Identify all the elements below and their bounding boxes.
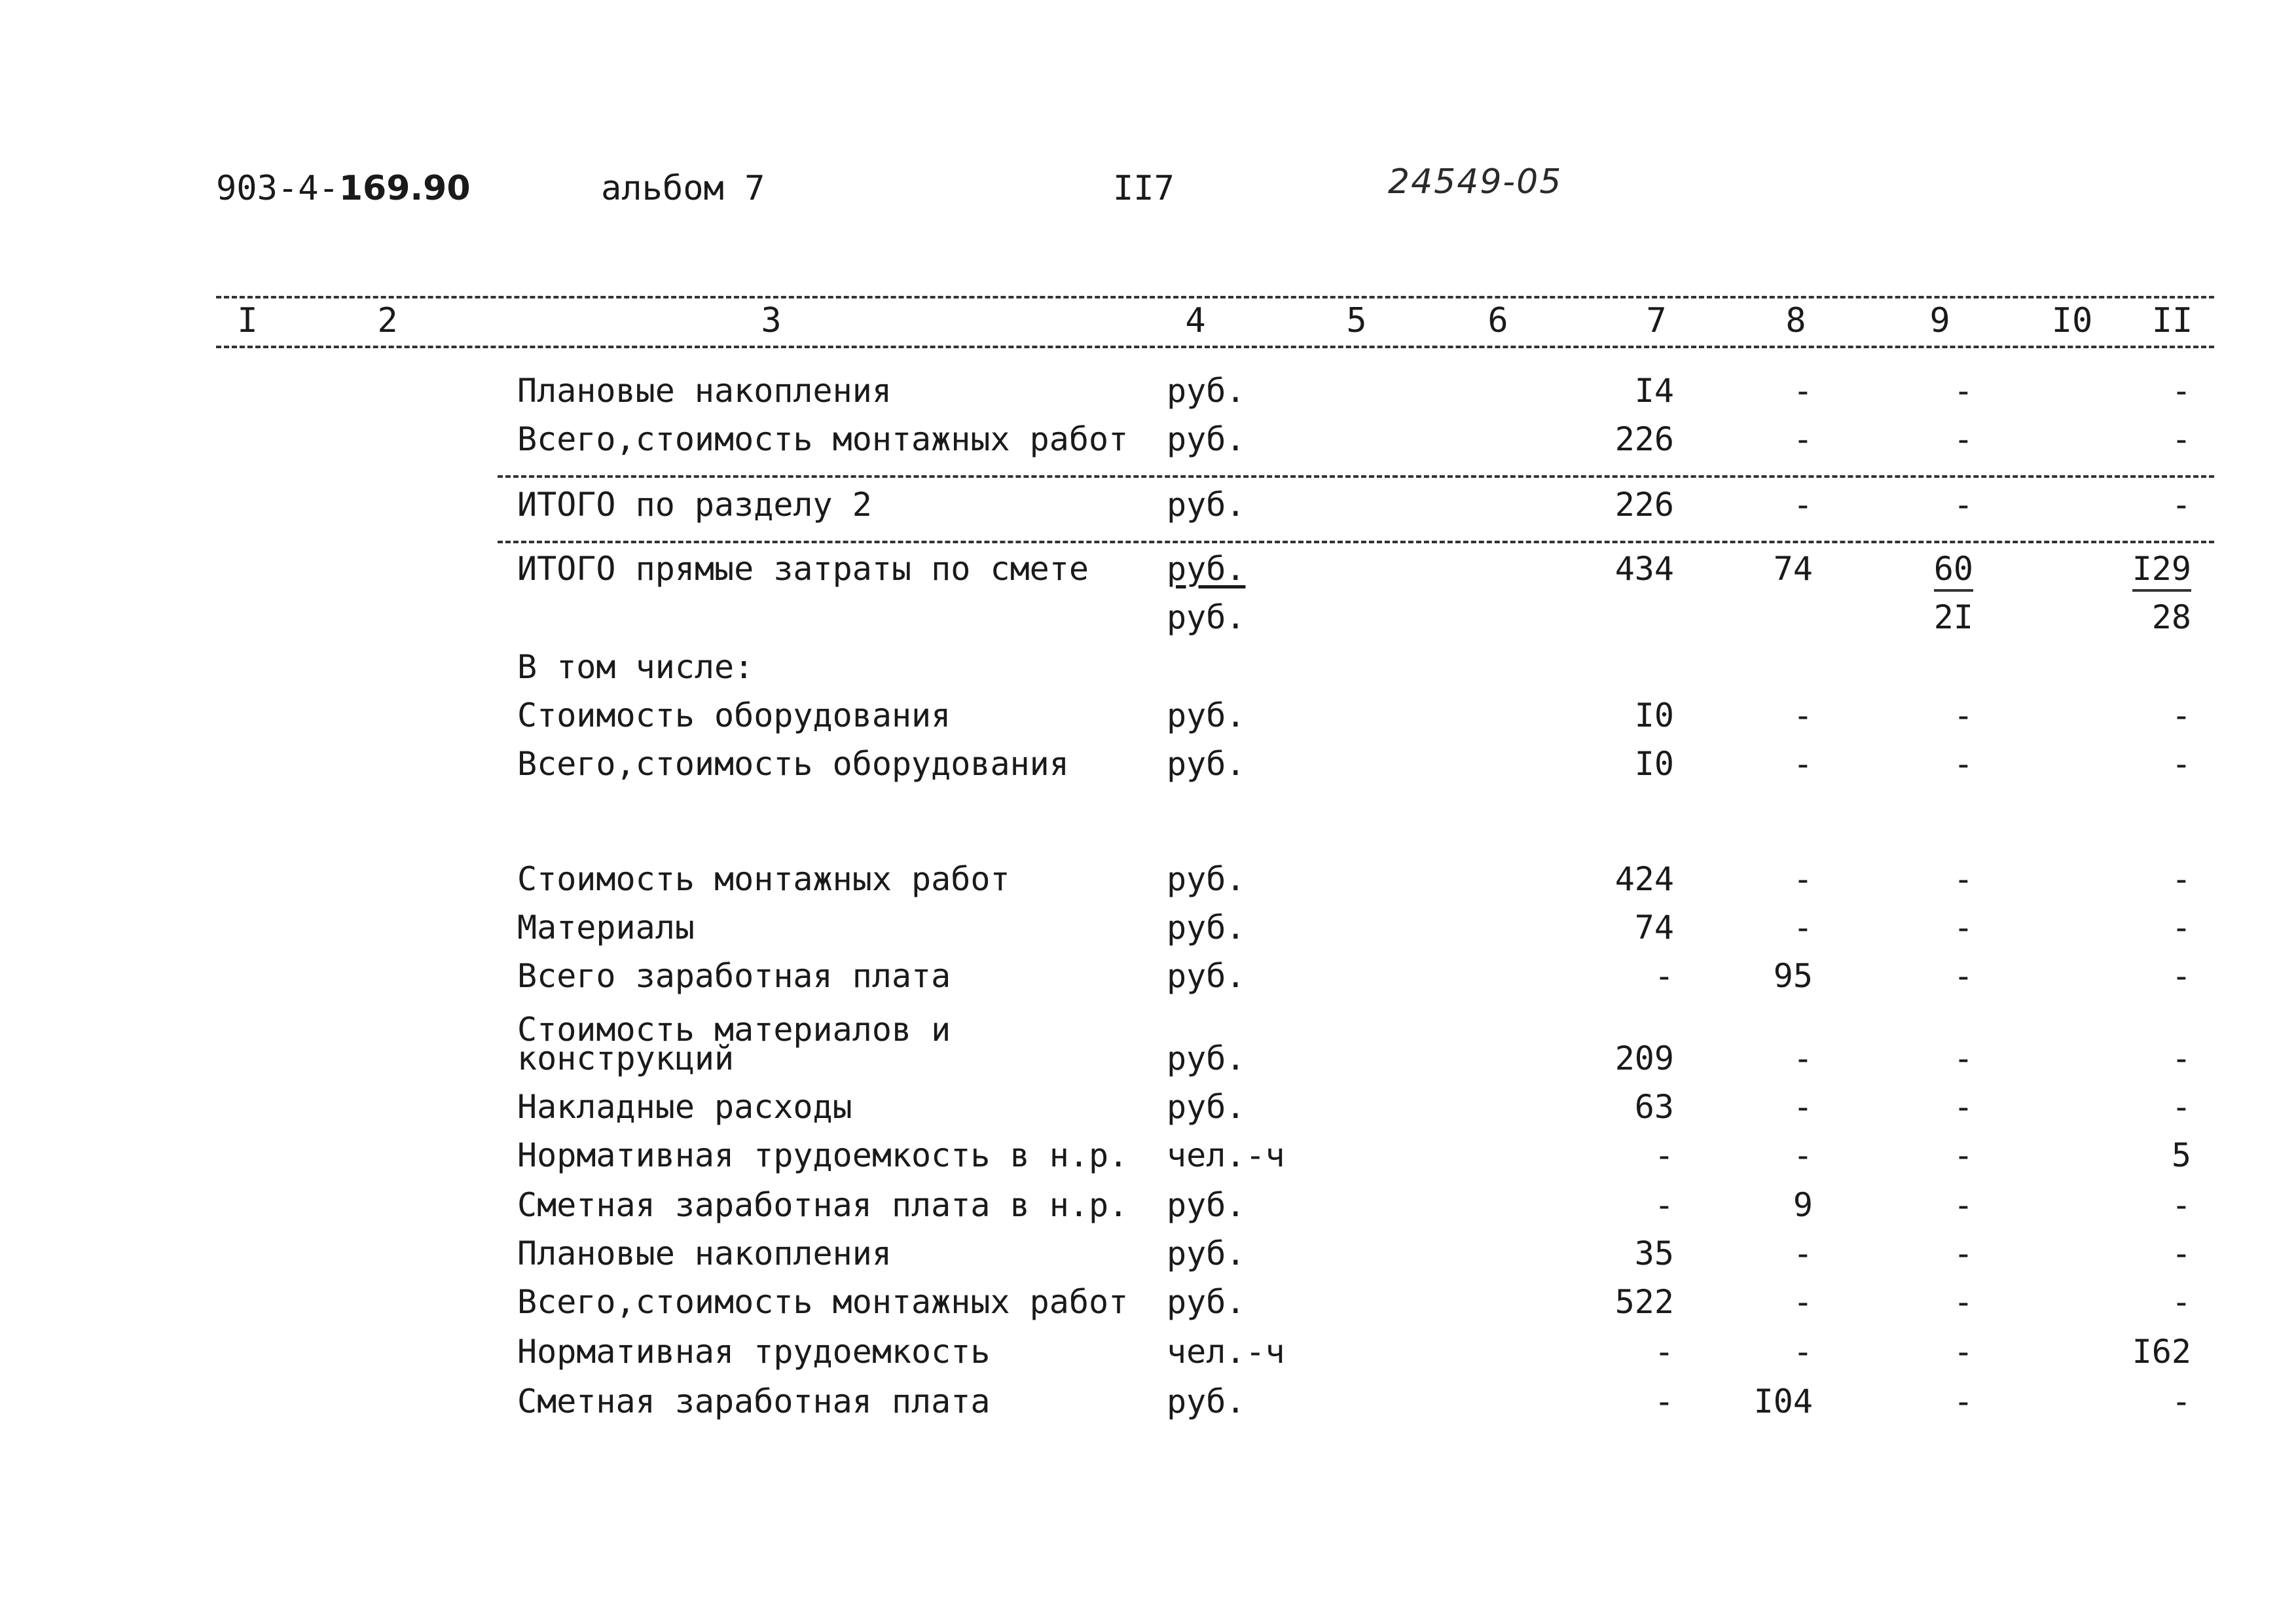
column-header-11: II: [2151, 301, 2193, 340]
row-unit: руб.: [1167, 1283, 1246, 1321]
album-label: альбом 7: [601, 169, 765, 208]
section-rule-2: [498, 541, 2214, 543]
cell-col8: -: [1793, 696, 1813, 734]
inventory-number: 24549-05: [1388, 162, 1563, 202]
cell-col8: -: [1793, 745, 1813, 783]
cell-col11: -: [2171, 420, 2191, 458]
row-unit: руб.: [1167, 1186, 1246, 1224]
row-label: Всего заработная плата: [517, 957, 951, 995]
cell-col9: -: [1953, 745, 1973, 783]
cell-col7: 226: [1614, 420, 1674, 458]
cell-col7: I0: [1634, 745, 1674, 783]
cell-col11: -: [2171, 1382, 2191, 1420]
document-code: [216, 169, 471, 208]
column-header-5: 5: [1346, 301, 1367, 340]
cell-col8: 95: [1773, 957, 1813, 995]
cell-col9: -: [1953, 696, 1973, 734]
cell-col7: -: [1654, 1333, 1674, 1371]
cell-col7: I0: [1634, 696, 1674, 734]
cell-col7: 209: [1614, 1039, 1674, 1077]
cell-col11: 5: [2171, 1136, 2191, 1174]
cell-col7: -: [1654, 1382, 1674, 1420]
table-row: [0, 550, 2296, 598]
row-unit: руб.: [1167, 1235, 1246, 1272]
header-bottom-rule: [216, 346, 2214, 348]
row-label: Накладные расходы: [517, 1088, 852, 1126]
cell-col9: -: [1953, 420, 1973, 458]
cell-col9: -: [1953, 909, 1973, 947]
table-row: [0, 860, 2296, 909]
cell-col9: -: [1953, 1235, 1973, 1272]
row-label: Плановые накопления: [517, 372, 892, 410]
cell-col9-numerator: 60: [1934, 550, 1973, 592]
cell-col9: -: [1953, 1088, 1973, 1126]
cell-col11: -: [2171, 372, 2191, 410]
table-row: [0, 420, 2296, 469]
row-label: Материалы: [517, 909, 695, 947]
table-row: [0, 598, 2296, 647]
row-label: конструкций: [517, 1039, 735, 1077]
row-label: Всего,стоимость монтажных работ: [517, 420, 1129, 458]
row-label: Стоимость оборудования: [517, 696, 951, 734]
row-label: Стоимость монтажных работ: [517, 860, 1010, 898]
table-row: [0, 957, 2296, 1005]
cell-col8: -: [1793, 1039, 1813, 1077]
row-unit: руб.: [1167, 486, 1246, 524]
column-header-8: 8: [1785, 301, 1806, 340]
row-label: Сметная заработная плата: [517, 1382, 991, 1420]
row-unit: руб.: [1167, 909, 1246, 947]
row-unit: руб.: [1167, 1088, 1246, 1126]
cell-col8: -: [1793, 1283, 1813, 1321]
cell-col9: -: [1953, 957, 1973, 995]
column-header-9: 9: [1929, 301, 1950, 340]
cell-col7: -: [1654, 957, 1674, 995]
cell-col11: -: [2171, 745, 2191, 783]
row-unit: руб.: [1167, 1382, 1246, 1420]
cell-col7: 522: [1614, 1283, 1674, 1321]
cell-col7: 424: [1614, 860, 1674, 898]
row-label: В том числе:: [517, 648, 754, 686]
cell-col11: -: [2171, 696, 2191, 734]
cell-col9: -: [1953, 486, 1973, 524]
cell-col9: -: [1953, 1382, 1973, 1420]
cell-col7: 35: [1634, 1235, 1674, 1272]
table-row: [0, 909, 2296, 957]
table-row: [0, 1382, 2296, 1431]
row-label: Нормативная трудоемкость в н.р.: [517, 1136, 1129, 1174]
row-label: Плановые накопления: [517, 1235, 892, 1272]
cell-col8: -: [1793, 1088, 1813, 1126]
cell-col9: -: [1953, 1039, 1973, 1077]
table-row: [0, 486, 2296, 534]
row-unit: чел.-ч: [1167, 1136, 1285, 1174]
table-row: [0, 745, 2296, 793]
row-unit: руб.: [1167, 420, 1246, 458]
table-row: [0, 372, 2296, 420]
cell-col9: -: [1953, 1283, 1973, 1321]
column-header-1: I: [237, 301, 258, 340]
row-unit: руб.: [1167, 598, 1246, 636]
cell-col11: -: [2171, 1039, 2191, 1077]
cell-col7: I4: [1634, 372, 1674, 410]
cell-col11: -: [2171, 486, 2191, 524]
row-unit: руб.: [1167, 696, 1246, 734]
row-unit: руб.: [1167, 372, 1246, 410]
cell-col7: 226: [1614, 486, 1674, 524]
row-unit: руб.: [1167, 957, 1246, 995]
header-top-rule: [216, 296, 2214, 298]
cell-col11: -: [2171, 1235, 2191, 1272]
column-header-10: I0: [2051, 301, 2093, 340]
cell-col8: 9: [1793, 1186, 1813, 1224]
row-unit: чел.-ч: [1167, 1333, 1285, 1371]
cell-col8: -: [1793, 909, 1813, 947]
document-code-prefix: 903-4-: [216, 169, 339, 208]
cell-col8: -: [1793, 372, 1813, 410]
cell-col11: -: [2171, 1283, 2191, 1321]
cell-col9-denominator: 2I: [1933, 598, 1973, 636]
cell-col9: -: [1953, 1136, 1973, 1174]
cell-col9: -: [1953, 372, 1973, 410]
cell-col7: 74: [1634, 909, 1674, 947]
cell-col8: -: [1793, 486, 1813, 524]
table-row: [0, 1088, 2296, 1136]
table-row: [0, 1283, 2296, 1331]
row-label: Всего,стоимость монтажных работ: [517, 1283, 1129, 1321]
cell-col11: I62: [2132, 1333, 2191, 1371]
cell-col11: -: [2171, 860, 2191, 898]
section-rule-1: [498, 475, 2214, 478]
cell-col8: -: [1793, 1235, 1813, 1272]
cell-col9: -: [1953, 1186, 1973, 1224]
cell-col7: 434: [1614, 550, 1674, 588]
cell-col8: 74: [1773, 550, 1813, 588]
row-unit: руб.: [1167, 860, 1246, 898]
row-label: ИТОГО по разделу 2: [517, 486, 872, 524]
cell-col11: -: [2171, 909, 2191, 947]
cell-col8: -: [1793, 420, 1813, 458]
column-header-3: 3: [761, 301, 782, 340]
row-unit: руб.: [1167, 550, 1246, 588]
table-row: [0, 1136, 2296, 1185]
column-header-7: 7: [1646, 301, 1667, 340]
cell-col7: -: [1654, 1136, 1674, 1174]
table-row: [0, 1333, 2296, 1381]
table-row: [0, 1186, 2296, 1235]
cell-col7: -: [1654, 1186, 1674, 1224]
table-row: [0, 696, 2296, 745]
cell-col8: -: [1793, 1136, 1813, 1174]
cell-col11-denominator: 28: [2151, 598, 2191, 636]
cell-col9: -: [1953, 1333, 1973, 1371]
cell-col9: -: [1953, 860, 1973, 898]
cell-col7: 63: [1634, 1088, 1674, 1126]
row-unit: руб.: [1167, 745, 1246, 783]
row-unit: руб.: [1167, 1039, 1246, 1077]
page-number: II7: [1113, 169, 1175, 208]
table-row: [0, 648, 2296, 696]
row-label: Всего,стоимость оборудования: [517, 745, 1069, 783]
row-label: Нормативная трудоемкость: [517, 1333, 991, 1371]
table-row: [0, 1235, 2296, 1283]
cell-col8: -: [1793, 1333, 1813, 1371]
cell-col8: -: [1793, 860, 1813, 898]
row-label: ИТОГО прямые затраты по смете: [517, 550, 1089, 588]
column-header-6: 6: [1487, 301, 1508, 340]
cell-col11-numerator: I29: [2132, 550, 2191, 592]
table-row: [0, 1011, 2296, 1088]
column-header-2: 2: [377, 301, 398, 340]
cell-col8: I04: [1753, 1382, 1813, 1420]
row-label: Сметная заработная плата в н.р.: [517, 1186, 1129, 1224]
column-header-4: 4: [1185, 301, 1206, 340]
row-label-line1: Стоимость материалов и: [517, 1011, 951, 1049]
cell-col11: -: [2171, 957, 2191, 995]
cell-col11: -: [2171, 1088, 2191, 1126]
cell-col11: -: [2171, 1186, 2191, 1224]
document-code-number: 169.90: [338, 169, 471, 208]
